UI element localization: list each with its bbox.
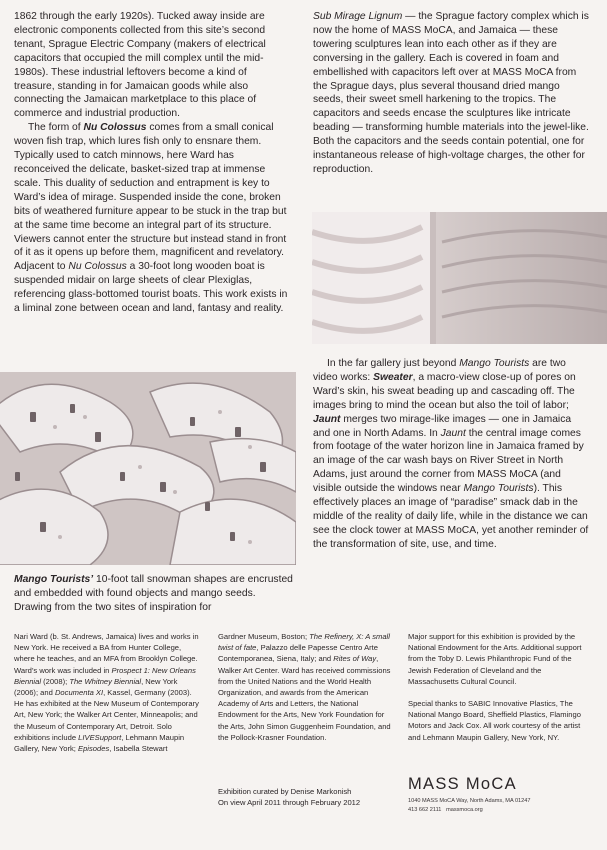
body-paragraph <box>313 10 591 177</box>
exhibition-title: The Refinery, X: A small twist of fate <box>218 632 390 653</box>
sculpture-closeup-photo <box>312 212 607 344</box>
exhibition-title: Prospect 1: New Orleans Biennial <box>14 665 196 686</box>
body-paragraph: 1862 through the early 1920s). Tucked away inside are electronic components collected from this site’s second tenant, Sprague Electric Company (makers of electrical capacitors that occupied the mill complex until the mid-1980s). These industrial leftovers become a kind of treasure, standing in for Jamaican goods while also connecting the Jamaican marketplace to this place of commerce and industrial production. <box>14 11 266 120</box>
exhibition-title: Documenta XI <box>54 688 104 698</box>
address-block <box>408 797 598 815</box>
exhibition-title: The Whitney Biennial <box>69 676 142 686</box>
photo-caption <box>14 573 296 615</box>
text-run: ). This effectively places an image of “paradise” smack dab in the middle of the reality of daily life, while in the distance we can see the clock tower at MASS MoCA, yet another reminder of the transformation of site, use, and time. <box>313 483 589 550</box>
curator-line: Exhibition curated by Denise Markonish <box>218 787 352 796</box>
support-column <box>408 631 593 743</box>
text-run: are two video works: <box>313 358 566 383</box>
exhibition-title: Episodes <box>78 744 110 754</box>
text-run: — the Sprague factory complex which is now the home of MASS MoCA, and Jamaica — these towering sculptures lean into each other as if they are conversing in the gallery. Each is covered in foam and embellished with capacitors left over at MASS MoCA from the Sprague days, plus several thousand dried mango seeds, their sweet smell harkening to the tropics. The capacitors and seeds encase the sculptures like intricate beading — transforming humble materials into the jewel-like. Both the capacitors and the seeds contain potential, one for instantaneous release of high-voltage charges, the other for reproduction. <box>313 11 589 175</box>
text-run: , a macro-view close-up of pores on Ward’s skin, his sweat beading up and cascading off. The images bring to mind the ocean but also the toil of labor; <box>313 371 576 411</box>
left-column <box>14 10 290 316</box>
caption-title: Mango Tourists’ <box>14 574 94 585</box>
artwork-title: Jaunt <box>313 413 341 425</box>
right-column-top <box>313 10 591 177</box>
text-run: , Palazzo delle Papesse Centro Arte Contemporanea, Siena, Italy; and <box>218 643 378 664</box>
thanks-text: Special thanks to SABIC Innovative Plastics, The National Mango Board, Sheffield Plastics, Flamingo Motors and Jack Cox. All work courtesy of the artist and Lehmann Maupin Gallery, New York, NY. <box>408 699 581 742</box>
right-column-bottom <box>313 357 591 552</box>
text-run: a 30-foot long wooden boat is suspended midair on large sheets of clear Plexiglas, referencing glass-bottomed tourist boats. This work exists in a liminal zone between ocean and land, fantasy and reality. <box>14 261 288 315</box>
text-run: Nari Ward (b. St. Andrews, Jamaica) lives and works in New York. He received a BA from Hunter College, where he teaches, and an MFA from Brooklyn College. Ward’s work was included in <box>14 632 199 675</box>
artwork-title: Nu Colossus <box>83 122 147 134</box>
contact-line <box>408 806 598 815</box>
text-run: , Kassel, Germany (2003). He has exhibited at the New Museum of Contemporary Art, New York; the Walker Art Center, Minneapolis; and the Museum of Contemporary Art, Detroit. Solo exhibitions include <box>14 688 199 742</box>
body-paragraph <box>313 357 591 552</box>
address-line: 1040 MASS MoCA Way, North Adams, MA 01247 <box>408 798 531 804</box>
text-run: , Lehmann Maupin Gallery, New York; <box>14 732 185 754</box>
text-run: , Isabella Stewart <box>109 744 168 754</box>
text-run: The form of <box>28 122 84 134</box>
text-run: (2008); <box>41 676 70 686</box>
support-text: Major support for this exhibition is provided by the National Endowment for the Arts. Additional support from the Toby D. Lewis Philanthropic Fund of the Jewish Federation of Cleveland and the Massachusetts Cultural Council. <box>408 632 582 686</box>
dates-line: On view April 2011 through February 2012 <box>218 798 361 808</box>
exhibition-title: Rites of Way <box>333 654 377 664</box>
text-run: the central image comes from footage of the water horizon line in Jamaica framed by an image of the car wash bays on River Street in North Adams, just around the corner from MASS MoCA (and visible outside the windows near <box>313 427 584 495</box>
artist-bio-column-1 <box>14 631 199 754</box>
artwork-title: Sub Mirage Lignum <box>313 11 403 22</box>
artwork-title: Jaunt <box>440 427 466 439</box>
photo-illustration <box>312 212 607 344</box>
mass-moca-logo: MASS MoCA <box>408 775 517 793</box>
artwork-title: Mango Tourists <box>463 483 534 495</box>
text-run: In the far gallery just beyond <box>327 358 460 369</box>
exhibition-title: LIVESupport <box>78 732 122 742</box>
artwork-title: Sweater <box>373 371 413 383</box>
website-link: massmoca.org <box>446 807 483 813</box>
artist-bio-column-2 <box>218 631 396 743</box>
text-run: comes from a small conical woven fish trap, which lures fish only to ensnare them. Typically used to catch minnows, here Ward has reconceived the delicate, basket-sized trap at immense scale. This duality of seduction and entrapment is key to Ward’s idea of mirage. Suspended inside the cone, broken bits of weathered furniture appear to be stuck in the trap but at the same time become an integral part of its structure. Viewers cannot enter the structure but instead stand in front of it as it opens up before them, magnificent and revelatory. Adjacent to <box>14 122 287 273</box>
photo-illustration <box>0 372 296 565</box>
text-run: Gardner Museum, Boston; <box>218 632 310 641</box>
curator-credit <box>218 786 408 808</box>
artwork-title: Mango Tourists <box>459 358 530 369</box>
text-run: , Walker Art Center. Ward has received commissions from the United Nations and the World Health Organization, and awards from the American Academy of Arts and Letters, the National Endowment for the Arts, New York Foundation for the Arts, John Simon Guggenheim Foundation, and the Pollock-Krasner Foundation. <box>218 654 391 742</box>
mango-tourists-photo <box>0 372 296 565</box>
text-run: merges two mirage-like images — one in Jamaica and one in North Adams. In <box>313 413 572 439</box>
artwork-title: Nu Colossus <box>68 261 127 273</box>
caption-text: 10-foot tall snowman shapes are encrusted and embedded with found objects and mango seeds. Drawing from the two sites of inspiration for <box>14 574 293 613</box>
body-paragraph <box>14 121 290 316</box>
text-run: , New York (2006); and <box>14 676 178 698</box>
phone-number: 413 662 2111 <box>408 807 442 813</box>
